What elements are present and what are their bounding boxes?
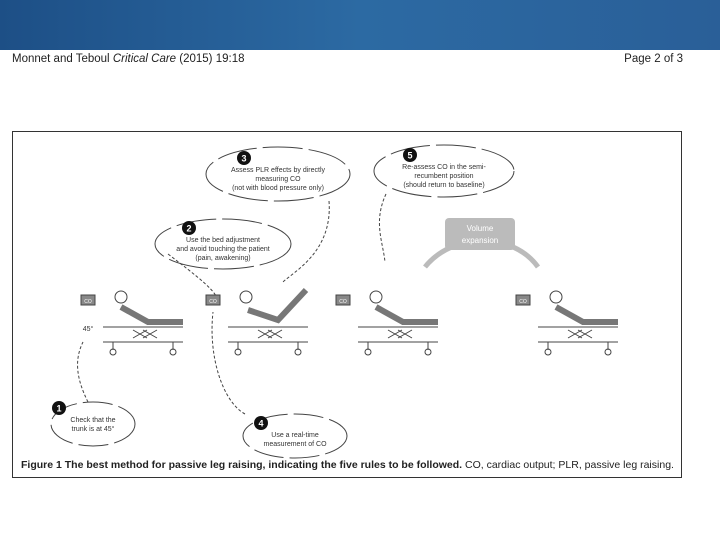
step-5-text: (should return to baseline) <box>403 182 485 189</box>
angle-label: 45° <box>82 326 94 333</box>
bed-4 <box>516 291 618 355</box>
citation: (2015) 19:18 <box>176 53 245 65</box>
step-4-number: 4 <box>258 418 264 429</box>
step-3-text: Assess PLR effects by directly <box>230 167 326 174</box>
figure-1 <box>12 131 682 478</box>
step-2-text: Use the bed adjustment <box>186 237 260 244</box>
journal-banner <box>0 0 720 50</box>
step-5-number: 5 <box>407 150 413 161</box>
monitor-label: CO <box>339 299 347 305</box>
step-1-text: Check that the <box>70 417 116 424</box>
monitor-label: CO <box>84 299 92 305</box>
step-4-text: Use a real-time <box>271 432 319 439</box>
step-1-text: trunk is at 45° <box>71 426 115 433</box>
figure-caption <box>21 459 674 471</box>
step-2-number: 2 <box>186 223 192 234</box>
bed-1 <box>81 291 183 355</box>
step-3-text: (not with blood pressure only) <box>232 185 324 192</box>
monitor-label: CO <box>209 299 217 305</box>
ve-1: Volume <box>466 224 494 233</box>
step-3-text: measuring CO <box>255 176 301 183</box>
bed-3 <box>336 291 438 355</box>
page-number: Page 2 of 3 <box>624 53 683 65</box>
figure-illustration <box>13 132 683 479</box>
step-3-number: 3 <box>241 153 247 164</box>
step-1-number: 1 <box>56 403 62 414</box>
step-2-text: (pain, awakening) <box>195 255 251 262</box>
running-header <box>12 53 245 65</box>
volume-expansion-box <box>445 218 515 250</box>
caption-abbrev: CO, cardiac output; PLR, passive leg raising. <box>462 459 674 471</box>
caption-label: Figure 1 <box>21 459 62 471</box>
step-4-text: measurement of CO <box>263 441 327 448</box>
journal-name: Critical Care <box>112 53 177 65</box>
step-5-text: Re-assess CO in the semi- <box>402 164 486 171</box>
authors: Monnet and Teboul <box>12 53 113 65</box>
caption-title: The best method for passive leg raising, indicating the five rules to be followed. <box>61 459 463 471</box>
bed-2 <box>206 290 308 355</box>
step-5-text: recumbent position <box>414 173 474 180</box>
ve-2: expansion <box>461 236 499 245</box>
step-2-text: and avoid touching the patient <box>176 246 270 253</box>
monitor-label: CO <box>519 299 527 305</box>
